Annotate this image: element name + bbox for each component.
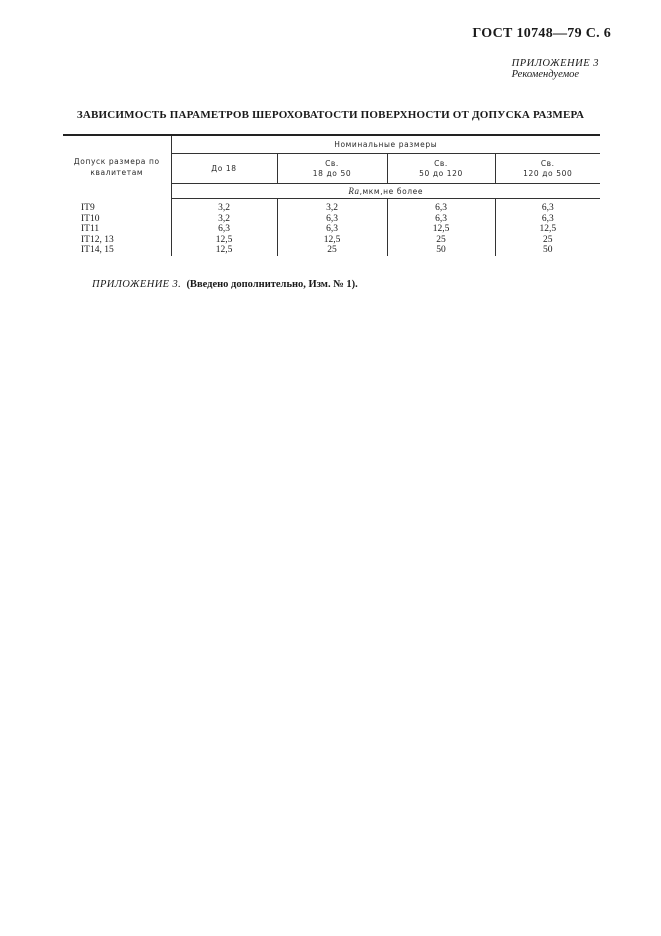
size-header-4: Св. 120 до 500: [495, 154, 600, 184]
appendix-status: Рекомендуемое: [511, 69, 580, 80]
size-header-2: Св. 18 до 50: [277, 154, 387, 184]
table-row: IT12, 13 12,5 12,5 25 25: [63, 235, 600, 246]
amendment-note: [92, 279, 358, 290]
size-header-3: Св. 50 до 120: [387, 154, 495, 184]
tolerance-column-header: Допуск размера по квалитетам: [63, 135, 171, 199]
table-row: IT14, 15 12,5 25 50 50: [63, 245, 600, 256]
table-row: IT10 3,2 6,3 6,3 6,3: [63, 214, 600, 225]
note-text: (Введено дополнительно, Изм. № 1).: [186, 279, 358, 290]
table-row: IT9 3,2 3,2 6,3 6,3: [63, 203, 600, 214]
document-title: ЗАВИСИМОСТЬ ПАРАМЕТРОВ ШЕРОХОВАТОСТИ ПОВЕРХНОСТИ ОТ ДОПУСКА РАЗМЕРА: [76, 109, 585, 121]
appendix-title: ПРИЛОЖЕНИЕ 3: [511, 58, 599, 69]
size-header-1: До 18: [171, 154, 277, 184]
ra-header: Ra,мкм,не более: [171, 184, 600, 199]
table-row: IT11 6,3 6,3 12,5 12,5: [63, 224, 600, 235]
note-label: ПРИЛОЖЕНИЕ 3.: [92, 279, 182, 290]
appendix-block: [512, 58, 599, 80]
roughness-table: [63, 134, 600, 256]
page-header: ГОСТ 10748—79 С. 6: [472, 26, 611, 41]
nominal-sizes-header: Номинальные размеры: [171, 135, 600, 154]
